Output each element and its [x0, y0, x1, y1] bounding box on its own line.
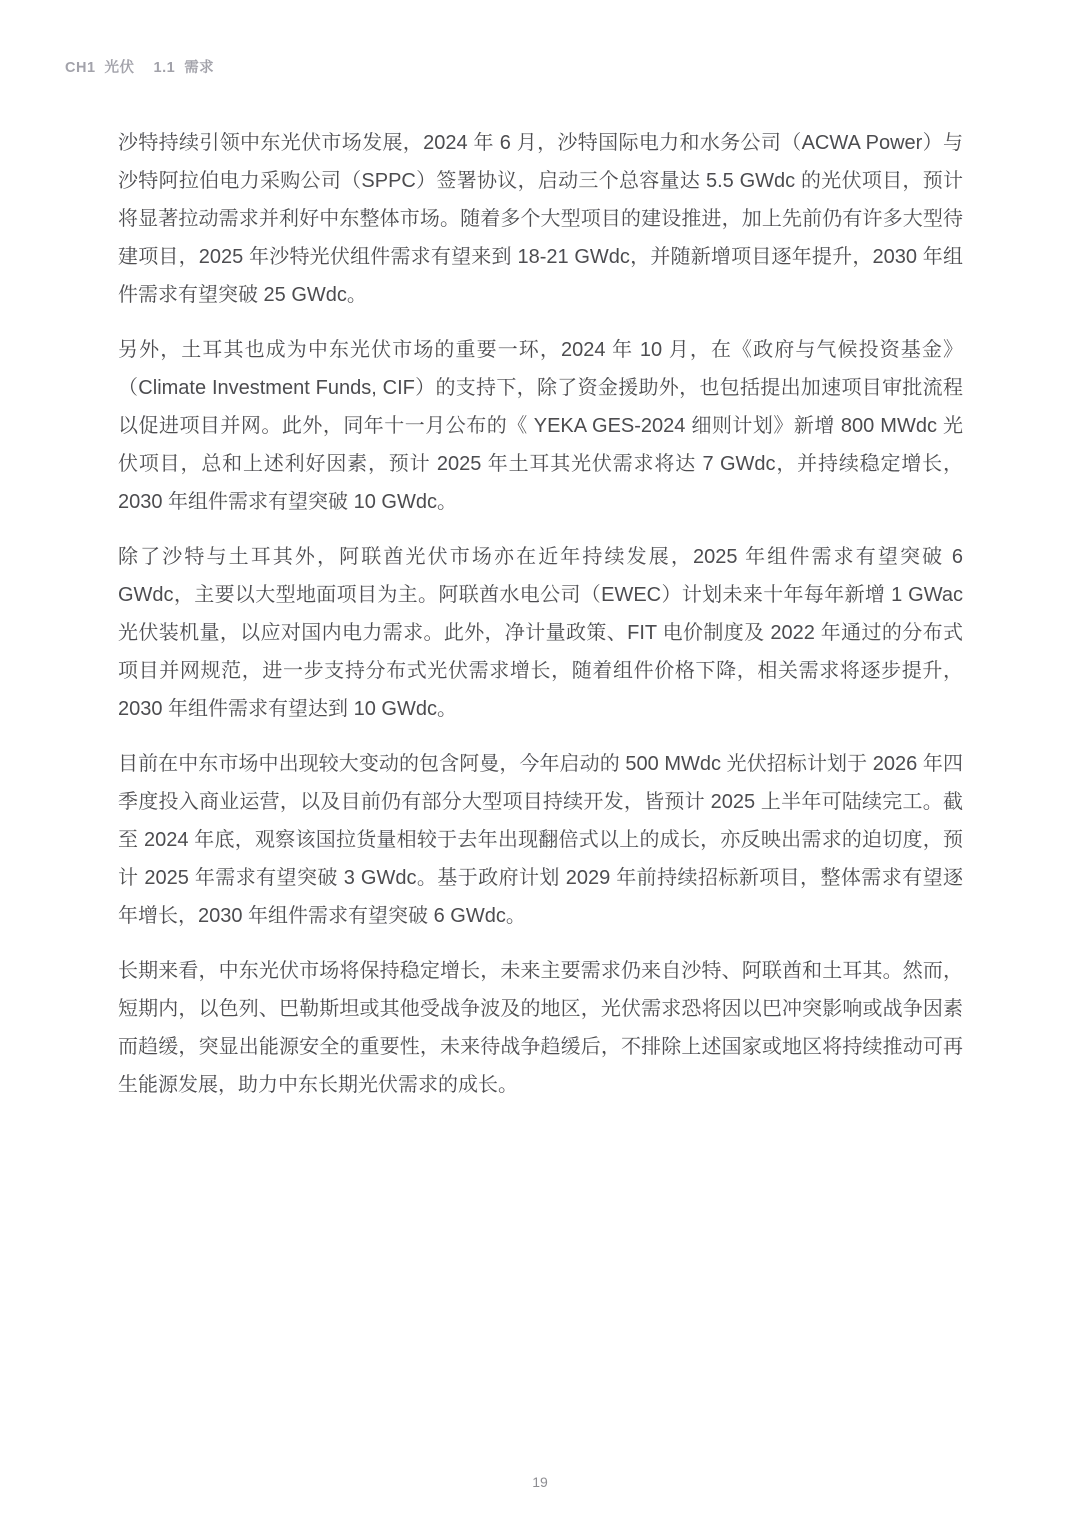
paragraph-turkey-market: 另外，土耳其也成为中东光伏市场的重要一环，2024 年 10 月，在《政府与气候投资基金》（Climate Investment Funds, CIF）的支持下，除了资金援助外，也包括提出加速项目审批流程以促进项目并网。此外，同年十一月公布的《 YEKA GES-2024 细则计划》新增 800 MWdc 光伏项目，总和上述利好因素，预计 2025 年土耳其光伏需求将达 7 GWdc，并持续稳定增长，2030 年组件需求有望突破 10 GWdc。 [118, 339, 963, 513]
paragraph-long-term-outlook: 长期来看，中东光伏市场将保持稳定增长，未来主要需求仍来自沙特、阿联酋和土耳其。然而，短期内，以色列、巴勒斯坦或其他受战争波及的地区，光伏需求恐将因以巴冲突影响或战争因素而趋缓，突显出能源安全的重要性，未来待战争趋缓后，不排除上述国家或地区将持续推动可再生能源发展，助力中东长期光伏需求的成长。 [118, 960, 963, 1096]
page-number: 19 [532, 1474, 548, 1490]
paragraph-uae-market: 除了沙特与土耳其外，阿联酋光伏市场亦在近年持续发展，2025 年组件需求有望突破 6 GWdc，主要以大型地面项目为主。阿联酋水电公司（EWEC）计划未来十年每年新增 1 GWac 光伏装机量，以应对国内电力需求。此外，净计量政策、FIT 电价制度及 2022 年通过的分布式项目并网规范，进一步支持分布式光伏需求增长，随着组件价格下降，相关需求将逐步提升，2030 年组件需求有望达到 10 GWdc。 [118, 546, 963, 720]
paragraph-saudi-market: 沙特持续引领中东光伏市场发展，2024 年 6 月，沙特国际电力和水务公司（ACWA Power）与沙特阿拉伯电力采购公司（SPPC）签署协议，启动三个总容量达 5.5 GWdc 的光伏项目，预计将显著拉动需求并利好中东整体市场。随着多个大型项目的建设推进，加上先前仍有许多大型待建项目，2025 年沙特光伏组件需求有望来到 18-21 GWdc，并随新增项目逐年提升，2030 年组件需求有望突破 25 GWdc。 [118, 132, 963, 306]
section-title: 需求 [184, 60, 215, 76]
chapter-title: 光伏 [104, 60, 135, 76]
chapter-label: CH1 [65, 60, 96, 76]
body-content [118, 124, 963, 1121]
page-header [65, 56, 223, 77]
paragraph-oman-market: 目前在中东市场中出现较大变动的包含阿曼，今年启动的 500 MWdc 光伏招标计划于 2026 年四季度投入商业运营，以及目前仍有部分大型项目持续开发，皆预计 2025 上半年可陆续完工。截至 2024 年底，观察该国拉货量相较于去年出现翻倍式以上的成长，亦反映出需求的迫切度，预计 2025 年需求有望突破 3 GWdc。基于政府计划 2029 年前持续招标新项目，整体需求有望逐年增长，2030 年组件需求有望突破 6 GWdc。 [118, 753, 963, 927]
section-number: 1.1 [153, 60, 176, 76]
